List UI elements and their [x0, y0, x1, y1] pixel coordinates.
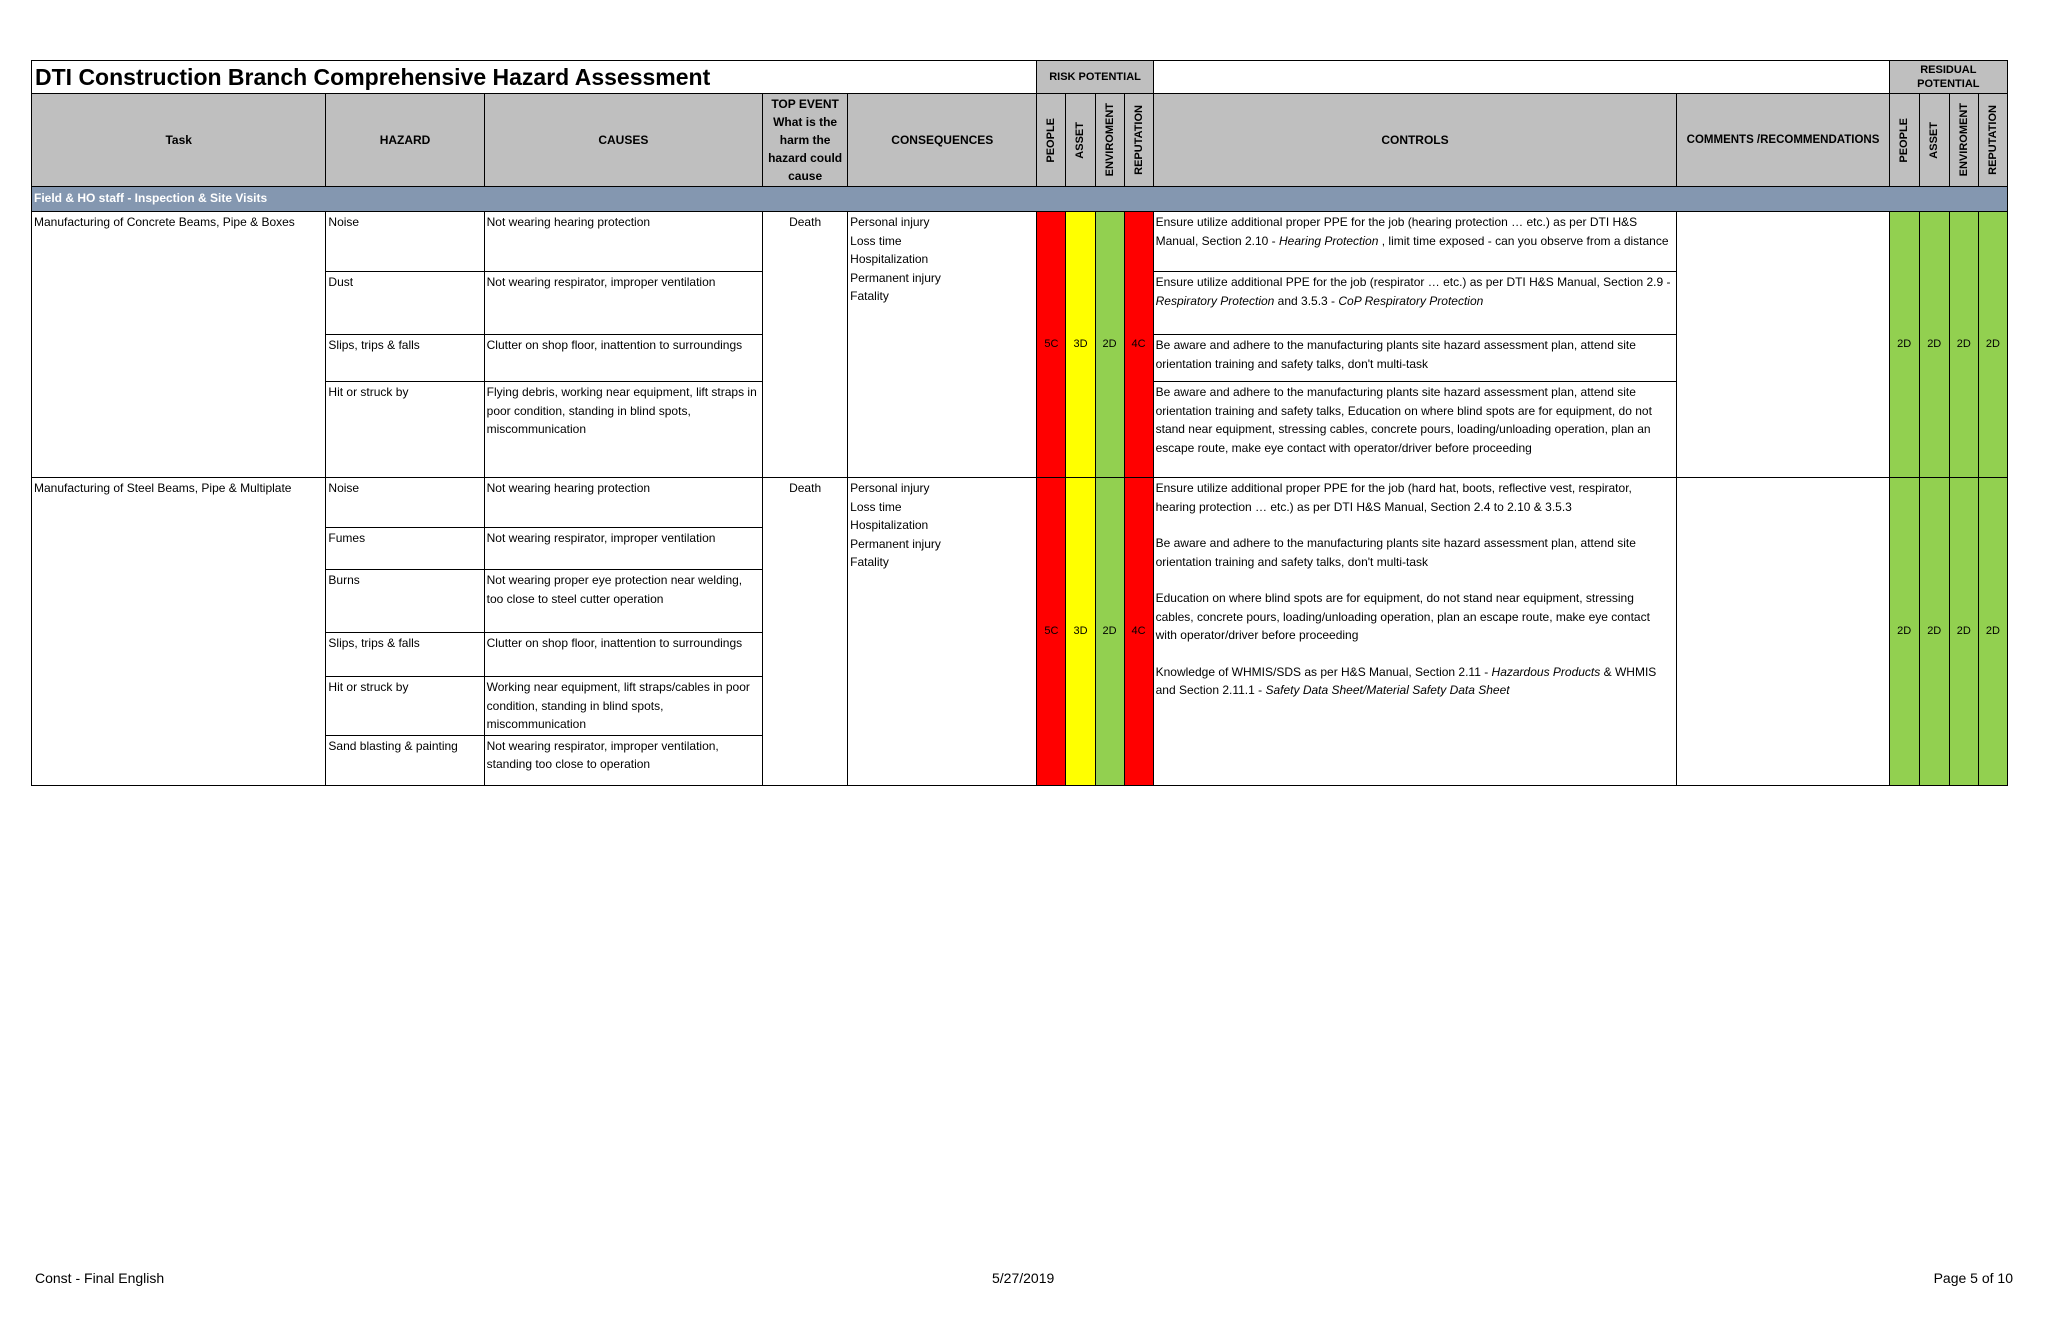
- col-residual-reputation: REPUTATION: [1986, 105, 1999, 175]
- residual-people-rating: 2D: [1889, 478, 1919, 786]
- col-risk-asset: ASSET: [1074, 121, 1087, 159]
- residual-potential-header: RESIDUAL POTENTIAL: [1889, 61, 2007, 94]
- footer-date: 5/27/2019: [992, 1270, 1055, 1286]
- residual-reputation-rating: 2D: [1978, 478, 2007, 786]
- task-cell: Manufacturing of Concrete Beams, Pipe & Boxes: [32, 212, 326, 478]
- risk-environment-rating: 2D: [1095, 478, 1124, 786]
- table-row: [32, 212, 2008, 272]
- header-spacer: [1153, 61, 1889, 94]
- controls-cell: Be aware and adhere to the manufacturing plants site hazard assessment plan, attend site orientation training and safety talks, Education on where blind spots are for equipment, do not stand near equipment, stressing cables, concrete pours, loading/unloading operation, plan an escape route, make eye contact with operator/driver before proceeding: [1153, 382, 1677, 478]
- consequences-cell: [848, 478, 1037, 786]
- residual-environment-rating: 2D: [1949, 478, 1978, 786]
- col-risk-reputation: REPUTATION: [1132, 105, 1145, 175]
- task-cell: Manufacturing of Steel Beams, Pipe & Multiplate: [32, 478, 326, 786]
- table-row: [32, 478, 2008, 528]
- footer-left: Const - Final English: [35, 1270, 165, 1286]
- hazard-cell: Noise: [326, 212, 484, 272]
- causes-cell: Not wearing proper eye protection near welding, too close to steel cutter operation: [484, 570, 762, 633]
- col-residual-asset: ASSET: [1928, 121, 1941, 159]
- sheet-title: DTI Construction Branch Comprehensive Hazard Assessment: [32, 61, 1037, 94]
- consequence-item: Permanent injury: [850, 536, 941, 551]
- col-risk-people: PEOPLE: [1045, 117, 1058, 163]
- consequences-cell: [848, 212, 1037, 478]
- risk-people-rating: 5C: [1037, 478, 1066, 786]
- consequence-item: Loss time: [850, 233, 902, 248]
- residual-asset-rating: 2D: [1919, 212, 1949, 478]
- controls-cell: Ensure utilize additional proper PPE for the job (hearing protection … etc.) as per DTI H&S Manual, Section 2.10 - Hearing Protection , limit time exposed - can you observe from a distance: [1153, 212, 1677, 272]
- col-causes: CAUSES: [484, 94, 762, 187]
- risk-asset-rating: 3D: [1066, 212, 1095, 478]
- hazard-cell: Fumes: [326, 528, 484, 570]
- col-hazard: HAZARD: [326, 94, 484, 187]
- controls-paragraph: Knowledge of WHMIS/SDS as per H&S Manual, Section 2.11 - Hazardous Products & WHMIS and Section 2.11.1 - Safety Data Sheet/Material Safety Data Sheet: [1155, 664, 1657, 697]
- hazard-cell: Slips, trips & falls: [326, 335, 484, 382]
- comments-cell: [1677, 212, 1889, 478]
- section-header: Field & HO staff - Inspection & Site Visits: [32, 187, 2008, 212]
- causes-cell: Clutter on shop floor, inattention to surroundings: [484, 633, 762, 677]
- causes-cell: Not wearing hearing protection: [484, 212, 762, 272]
- residual-people-rating: 2D: [1889, 212, 1919, 478]
- causes-cell: Not wearing respirator, improper ventilation: [484, 272, 762, 335]
- causes-cell: Working near equipment, lift straps/cables in poor condition, standing in blind spots, miscommunication: [484, 677, 762, 736]
- consequence-item: Hospitalization: [850, 252, 929, 266]
- hazard-cell: Sand blasting & painting: [326, 735, 484, 785]
- consequence-item: Fatality: [850, 289, 889, 303]
- hazard-assessment-sheet: [31, 60, 2008, 786]
- hazard-cell: Slips, trips & falls: [326, 633, 484, 677]
- hazard-table: [31, 60, 2008, 786]
- risk-potential-header: RISK POTENTIAL: [1037, 61, 1153, 94]
- col-controls: CONTROLS: [1153, 94, 1677, 187]
- col-task: Task: [32, 94, 326, 187]
- risk-reputation-rating: 4C: [1124, 478, 1153, 786]
- controls-cell: Ensure utilize additional PPE for the job (respirator … etc.) as per DTI H&S Manual, Section 2.9 - Respiratory Protection and 3.5.3 - CoP Respiratory Protection: [1153, 272, 1677, 335]
- controls-cell: Be aware and adhere to the manufacturing plants site hazard assessment plan, attend site orientation training and safety talks, don't multi-task: [1153, 335, 1677, 382]
- residual-environment-rating: 2D: [1949, 212, 1978, 478]
- causes-cell: Not wearing hearing protection: [484, 478, 762, 528]
- risk-asset-rating: 3D: [1066, 478, 1095, 786]
- causes-cell: Not wearing respirator, improper ventilation: [484, 528, 762, 570]
- hazard-cell: Hit or struck by: [326, 677, 484, 736]
- hazard-cell: Hit or struck by: [326, 382, 484, 478]
- hazard-cell: Dust: [326, 272, 484, 335]
- top-event-cell: Death: [763, 212, 848, 478]
- comments-cell: [1677, 478, 1889, 786]
- risk-environment-rating: 2D: [1095, 212, 1124, 478]
- col-risk-environment: ENVIROMENT: [1103, 103, 1116, 177]
- col-consequences: CONSEQUENCES: [848, 94, 1037, 187]
- col-residual-environment: ENVIROMENT: [1957, 103, 1970, 177]
- consequence-item: Personal injury: [850, 481, 930, 495]
- residual-reputation-rating: 2D: [1978, 212, 2007, 478]
- col-top-event: TOP EVENT What is the harm the hazard could cause: [763, 94, 848, 187]
- col-residual-people: PEOPLE: [1898, 117, 1911, 163]
- residual-asset-rating: 2D: [1919, 478, 1949, 786]
- risk-reputation-rating: 4C: [1124, 212, 1153, 478]
- hazard-cell: Noise: [326, 478, 484, 528]
- footer-page-number: Page 5 of 10: [1933, 1270, 2013, 1286]
- causes-cell: Not wearing respirator, improper ventilation, standing too close to operation: [484, 735, 762, 785]
- controls-cell: [1153, 478, 1677, 786]
- risk-people-rating: 5C: [1037, 212, 1066, 478]
- consequence-item: Permanent injury: [850, 270, 941, 285]
- consequence-item: Personal injury: [850, 215, 930, 229]
- col-comments: COMMENTS /RECOMMENDATIONS: [1677, 94, 1889, 187]
- controls-paragraph: Education on where blind spots are for equipment, do not stand near equipment, stressing cables, concrete pours, loading/unloading operation, plan an escape route, make eye contact with operator/driver before proceeding: [1155, 591, 1650, 642]
- hazard-cell: Burns: [326, 570, 484, 633]
- causes-cell: Clutter on shop floor, inattention to surroundings: [484, 335, 762, 382]
- consequence-item: Loss time: [850, 499, 902, 514]
- consequence-item: Hospitalization: [850, 518, 929, 532]
- controls-paragraph: Ensure utilize additional proper PPE for the job (hard hat, boots, reflective vest, respirator, hearing protection … etc.) as per DTI H&S Manual, Section 2.4 to 2.10 & 3.5.3: [1155, 481, 1632, 514]
- consequence-item: Fatality: [850, 555, 889, 569]
- top-event-cell: Death: [763, 478, 848, 786]
- controls-paragraph: Be aware and adhere to the manufacturing plants site hazard assessment plan, attend site orientation training and safety talks, don't multi-task: [1155, 536, 1636, 569]
- causes-cell: Flying debris, working near equipment, lift straps in poor condition, standing in blind spots, miscommunication: [484, 382, 762, 478]
